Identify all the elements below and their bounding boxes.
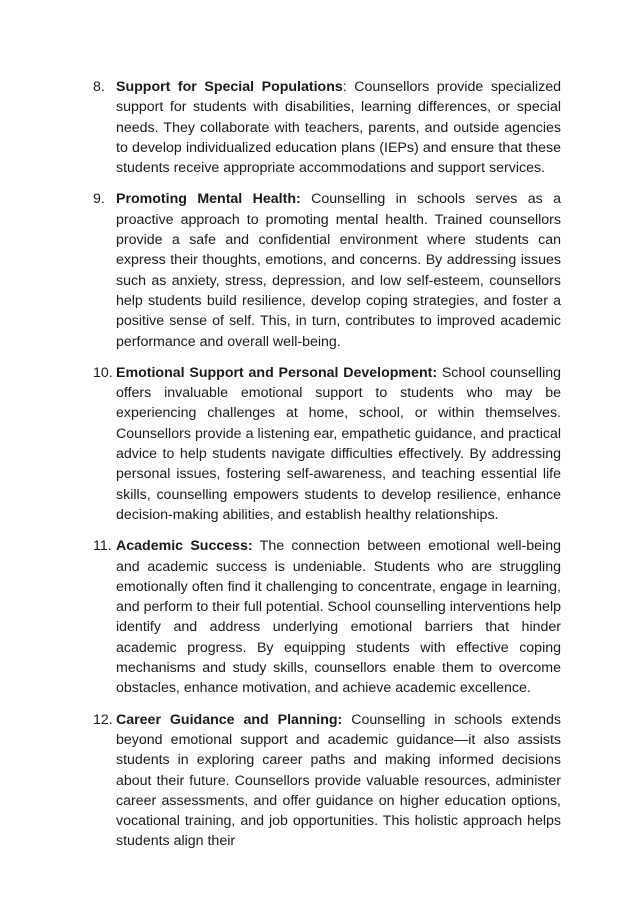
list-item-12 bbox=[93, 710, 561, 852]
item-title: Promoting Mental Health: bbox=[116, 191, 301, 208]
item-title: Career Guidance and Planning: bbox=[116, 711, 343, 728]
list-item-9 bbox=[93, 189, 561, 351]
item-text: The connection between emotional well-being and academic success is undeniable. Students who are struggling emotionally often find it challenging to concentrate, engage in learning, and perform to their full potential. School counselling interventions help identify and address underlying emotional barriers that hinder academic progress. By equipping students with effective coping mechanisms and study skills, counsellors enable them to overcome obstacles, enhance motivation, and achieve academic excellence. bbox=[116, 538, 561, 697]
item-number: 9. bbox=[93, 191, 105, 208]
list-item-10 bbox=[93, 363, 561, 525]
item-text: Counselling in schools extends beyond emotional support and academic guidance—it also assists students in exploring career paths and making informed decisions about their future. Counsellors provide valuable resources, administer career assessments, and offer guidance on higher education options, vocational training, and job opportunities. This holistic approach helps students align their bbox=[116, 711, 561, 850]
item-text: Counselling in schools serves as a proactive approach to promoting mental health. Trained counsellors provide a safe and confidential environment where students can express their thoughts, emotions, and concerns. By addressing issues such as anxiety, stress, depression, and low self-esteem, counsellors help students build resilience, develop coping strategies, and foster a positive sense of self. This, in turn, contributes to improved academic performance and overall well-being. bbox=[116, 191, 561, 350]
item-text: School counselling offers invaluable emotional support to students who may be experiencing challenges at home, school, or within themselves. Counsellors provide a listening ear, empathetic guidance, and practical advice to help students navigate difficulties effectively. By addressing personal issues, fostering self-awareness, and teaching essential life skills, counselling empowers students to develop resilience, enhance decision-making abilities, and establish healthy relationships. bbox=[116, 364, 561, 523]
item-number: 8. bbox=[93, 79, 105, 95]
item-title: Support for Special Populations bbox=[116, 79, 343, 95]
item-number: 12. bbox=[93, 711, 113, 728]
list-item-8 bbox=[93, 77, 561, 178]
item-number: 11. bbox=[93, 538, 112, 555]
item-text: : Counsellors provide specialized support for students with disabilities, learning differences, or special needs. They collaborate with teachers, parents, and outside agencies to develop individualized education plans (IEPs) and ensure that these students receive appropriate accommodations and support services. bbox=[116, 79, 562, 177]
item-title: Academic Success: bbox=[116, 538, 253, 555]
item-title: Emotional Support and Personal Development: bbox=[116, 364, 438, 381]
item-number: 10. bbox=[93, 364, 113, 381]
list-item-11 bbox=[93, 536, 561, 698]
numbered-list bbox=[93, 77, 561, 863]
